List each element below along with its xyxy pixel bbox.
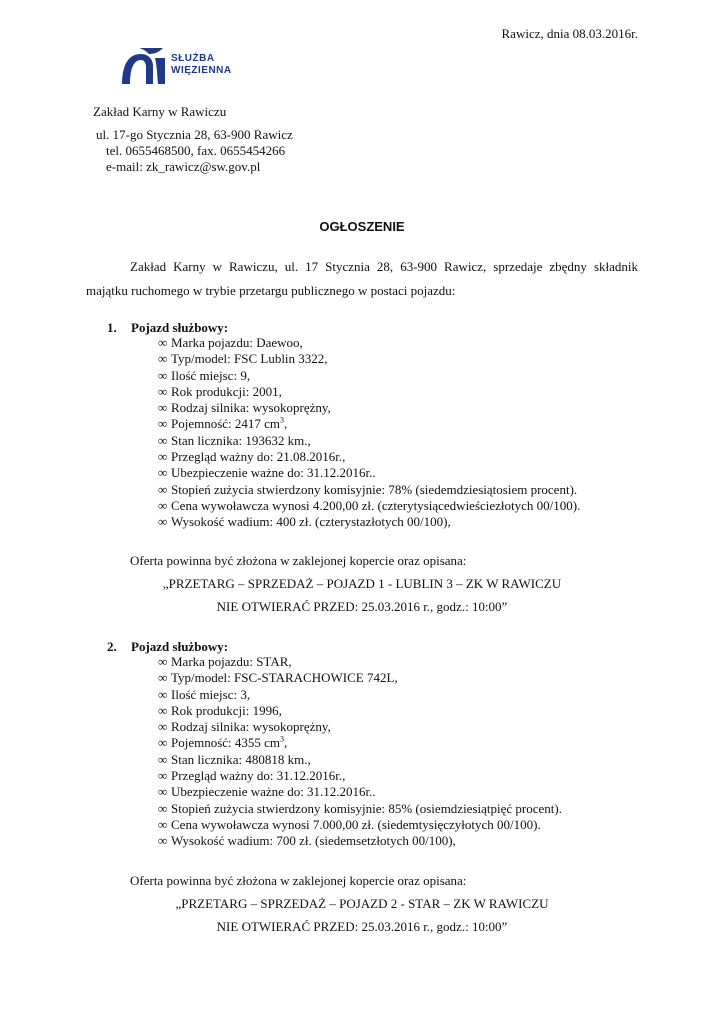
item-text: Pojemność: 2417 cm: [171, 416, 281, 432]
item-text: Ubezpieczenie ważne do: 31.12.2016r..: [171, 784, 376, 800]
item-text: Przegląd ważny do: 31.12.2016r.,: [171, 768, 346, 784]
list-item: [158, 498, 580, 514]
logo-line-2: WIĘZIENNA: [171, 65, 232, 76]
list-item: [158, 335, 580, 351]
address-line: ul. 17-go Stycznia 28, 63-900 Rawicz: [96, 127, 293, 142]
item-text: Marka pojazdu: Daewoo,: [171, 335, 303, 350]
item-text: Cena wywoławcza wynosi 7.000,00 zł. (siedemtysięczyłotych 00/100).: [171, 816, 541, 832]
bullet-infinity-icon: ∞: [158, 670, 168, 686]
list-item: [158, 784, 562, 800]
item-text: Typ/model: FSC-STARACHOWICE 742L,: [171, 670, 398, 686]
section-title: Pojazd służbowy:: [131, 639, 229, 654]
list-item: [158, 752, 562, 768]
bullet-infinity-icon: ∞: [158, 654, 168, 669]
list-item: [158, 416, 580, 432]
bullet-infinity-icon: ∞: [158, 686, 168, 702]
item-text: Typ/model: FSC Lublin 3322,: [171, 351, 328, 367]
list-item: [158, 384, 580, 400]
list-item: [158, 400, 580, 416]
item-text: Wysokość wadium: 400 zł. (czterystazłotych 00/100),: [171, 514, 451, 530]
item-suffix: ,: [284, 416, 288, 432]
email-line: e-mail: zk_rawicz@sw.gov.pl: [106, 159, 261, 174]
item-text: Rok produkcji: 2001,: [171, 383, 282, 399]
logo: [119, 44, 239, 88]
offer-instruction: Oferta powinna być złożona w zaklejonej kopercie oraz opisana:: [130, 553, 467, 568]
bullet-infinity-icon: ∞: [158, 400, 168, 416]
item-suffix: ,: [284, 735, 288, 751]
bullet-infinity-icon: ∞: [158, 383, 168, 399]
sw-logo-icon: [119, 44, 169, 88]
section-1-heading: [107, 320, 228, 336]
intro-line-2: majątku ruchomego w trybie przetargu publicznego w postaci pojazdu:: [86, 283, 456, 298]
bullet-infinity-icon: ∞: [158, 735, 168, 751]
section-2-heading: [107, 639, 228, 655]
list-item: [158, 817, 562, 833]
bullet-infinity-icon: ∞: [158, 768, 168, 784]
envelope-label-line-1: „PRZETARG – SPRZEDAŻ – POJAZD 1 - LUBLIN 3 – ZK W RAWICZU: [162, 576, 562, 591]
bullet-infinity-icon: ∞: [158, 416, 168, 432]
vehicle-1-details: [158, 335, 580, 531]
logo-line-1: SŁUŻBA: [171, 53, 215, 64]
item-text: Przegląd ważny do: 21.08.2016r.,: [171, 449, 346, 465]
institution-name: Zakład Karny w Rawiczu: [93, 104, 227, 119]
bullet-infinity-icon: ∞: [158, 351, 168, 367]
bullet-infinity-icon: ∞: [158, 432, 168, 448]
superscript: 3: [280, 416, 285, 426]
bullet-infinity-icon: ∞: [158, 816, 168, 832]
list-item: [158, 514, 580, 530]
list-item: [158, 670, 562, 686]
bullet-infinity-icon: ∞: [158, 800, 168, 816]
list-item: [158, 735, 562, 751]
bullet-infinity-icon: ∞: [158, 465, 168, 481]
section-number: 1.: [107, 320, 117, 335]
document-date: Rawicz, dnia 08.03.2016r.: [501, 26, 638, 41]
bullet-infinity-icon: ∞: [158, 719, 168, 735]
bullet-infinity-icon: ∞: [158, 335, 168, 350]
list-item: [158, 687, 562, 703]
list-item: [158, 482, 580, 498]
bullet-infinity-icon: ∞: [158, 367, 168, 383]
vehicle-2-details: [158, 654, 562, 850]
item-text: Ilość miejsc: 3,: [171, 686, 251, 702]
bullet-infinity-icon: ∞: [158, 702, 168, 718]
item-text: Stopień zużycia stwierdzony komisyjnie: 78% (siedemdziesiątosiem procent).: [171, 481, 578, 497]
section-title: Pojazd służbowy:: [131, 320, 229, 335]
section-number: 2.: [107, 639, 117, 654]
item-text: Stan licznika: 480818 km.,: [171, 751, 311, 767]
item-text: Marka pojazdu: STAR,: [171, 654, 292, 669]
envelope-label-line-2: NIE OTWIERAĆ PRZED: 25.03.2016 r., godz.: 10:00”: [216, 599, 508, 614]
bullet-infinity-icon: ∞: [158, 833, 168, 849]
bullet-infinity-icon: ∞: [158, 481, 168, 497]
item-text: Stopień zużycia stwierdzony komisyjnie: 85% (osiemdziesiątpięć procent).: [171, 800, 562, 816]
bullet-infinity-icon: ∞: [158, 449, 168, 465]
list-item: [158, 433, 580, 449]
phone-fax-line: tel. 0655468500, fax. 0655454266: [106, 143, 286, 158]
intro-line-1: Zakład Karny w Rawiczu, ul. 17 Stycznia 28, 63-900 Rawicz, sprzedaje zbędny składnik: [130, 259, 638, 274]
list-item: [158, 465, 580, 481]
list-item: [158, 768, 562, 784]
envelope-label-line-2: NIE OTWIERAĆ PRZED: 25.03.2016 r., godz.: 10:00”: [216, 919, 508, 934]
superscript: 3: [280, 735, 285, 745]
offer-instruction: Oferta powinna być złożona w zaklejonej kopercie oraz opisana:: [130, 873, 467, 888]
item-text: Cena wywoławcza wynosi 4.200,00 zł. (czterytysiącedwieściezłotych 00/100).: [171, 497, 581, 513]
list-item: [158, 703, 562, 719]
bullet-infinity-icon: ∞: [158, 497, 168, 513]
item-text: Rodzaj silnika: wysokoprężny,: [171, 400, 331, 416]
page-title: OGŁOSZENIE: [319, 219, 405, 234]
item-text: Ubezpieczenie ważne do: 31.12.2016r..: [171, 465, 376, 481]
envelope-label-line-1: „PRZETARG – SPRZEDAŻ – POJAZD 2 - STAR – ZK W RAWICZU: [175, 896, 549, 911]
list-item: [158, 801, 562, 817]
list-item: [158, 719, 562, 735]
item-text: Wysokość wadium: 700 zł. (siedemsetzłotych 00/100),: [171, 833, 456, 849]
list-item: [158, 449, 580, 465]
list-item: [158, 833, 562, 849]
item-text: Stan licznika: 193632 km.,: [171, 432, 311, 448]
list-item: [158, 351, 580, 367]
item-text: Rok produkcji: 1996,: [171, 702, 282, 718]
item-text: Ilość miejsc: 9,: [171, 367, 251, 383]
bullet-infinity-icon: ∞: [158, 514, 168, 530]
bullet-infinity-icon: ∞: [158, 784, 168, 800]
bullet-infinity-icon: ∞: [158, 751, 168, 767]
list-item: [158, 368, 580, 384]
item-text: Pojemność: 4355 cm: [171, 735, 281, 751]
list-item: [158, 654, 562, 670]
item-text: Rodzaj silnika: wysokoprężny,: [171, 719, 331, 735]
